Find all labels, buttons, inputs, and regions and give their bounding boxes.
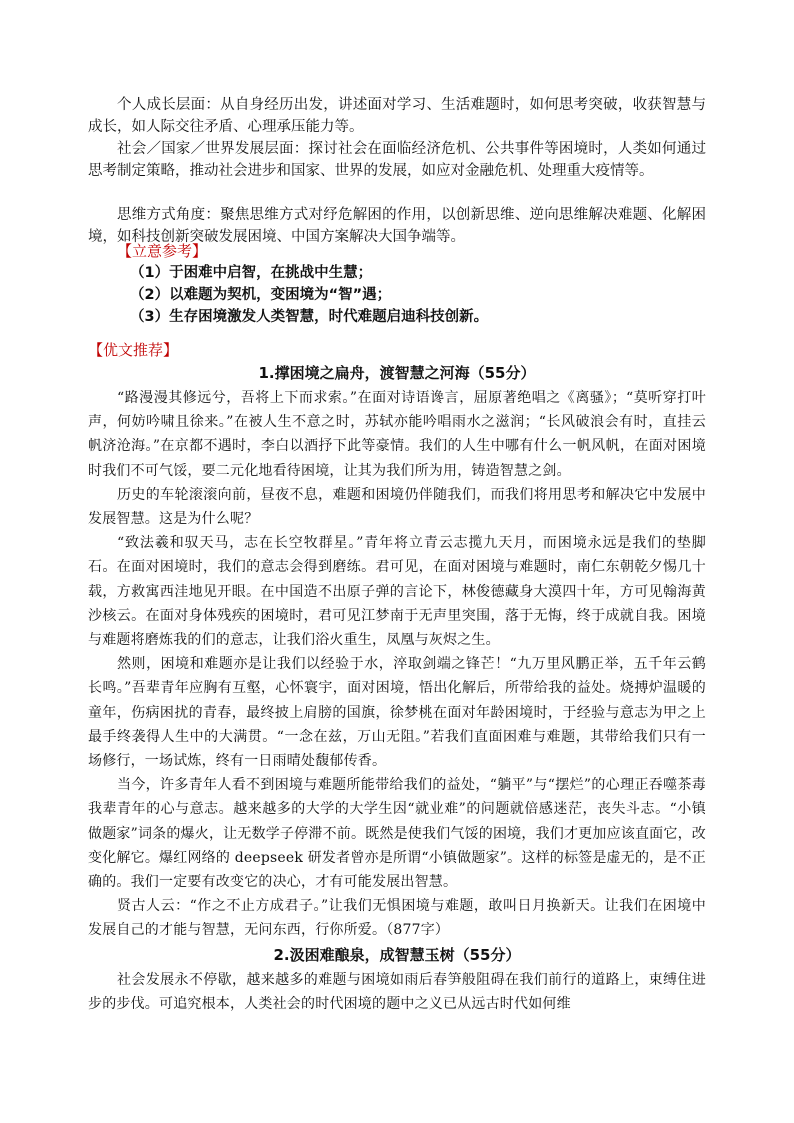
- reference-label: 【立意参考】: [117, 242, 208, 260]
- reference-item: （2）以难题为契机，变困境为“智”遇；: [130, 287, 392, 303]
- essay1-paragraph: 然则，困境和难题亦是让我们以经验于水，淬取剑端之锋芒！“九万里风鹏正举，五千年云鹤长鸣。”吾辈青年应胸有互壑，心怀寰宇，面对困境，悟出化解后，所带给我的益处。烧搏炉温暖的童年，伤病困扰的青春，最终披上肩膀的国旗，徐梦桃在面对年龄困境时，于经验与意志为甲之上最手终袭得人生中的大满贯。“一念在兹，万山无阻。”若我们直面困难与难题，其带给我们只有一场修行，一场试炼，终有一日雨晴处馥郁传香。: [88, 656, 706, 770]
- essay1-paragraph: 历史的车轮滚滚向前，昼夜不息，难题和困境仍伴随我们，而我们将用思考和解决它中发展中发展智慧。这是为什么呢？: [88, 486, 706, 528]
- intro-paragraph-thinking: 思维方式角度：聚焦思维方式对纾危解困的作用，以创新思维、逆向思维解决难题、化解困境，如科技创新突破发展困境、中国方案解决大国争端等。: [88, 207, 706, 245]
- recommend-label: 【优文推荐】: [88, 341, 179, 359]
- essay2-paragraph: 社会发展永不停歇，越来越多的难题与困境如雨后春笋般阻碍在我们前行的道路上，束缚住进步的步伐。可追究根本，人类社会的时代困境的题中之义已从远古时代如何维: [88, 972, 706, 1013]
- essay1-paragraph: “致法羲和驭天马，志在长空牧群星。”青年将立青云志揽九天月，而困境永远是我们的垫脚石。在面对困境时，我们的意志会得到磨练。君可见，在面对困境与难题时，南仁东朝乾夕惕几十载，方救寓西洼地见开眼。在中国造不出原子弹的言论下，林俊德藏身大漠四十年，方可见翰海黄沙核云。在面对身体残疾的困境时，君可见江梦南于无声里突围，落于无悔，终于成就自我。困境与难题将磨炼我的们的意志，让我们浴火重生，凤凰与灰烬之生。: [88, 535, 706, 649]
- essay1-paragraph: 当今，许多青年人看不到困境与难题所能带给我们的益处，“躺平”与“摆烂”的心理正吞噬茶毒我辈青年的心与意志。越来越多的大学的大学生因“就业难”的问题就倍感迷茫，丧失斗志。“小镇做题家”词条的爆火，让无数学子停滞不前。既然是使我们气馁的困境，我们才更加应该直面它，改变化解它。爆红网络的 deepseek 研发者曾亦是所谓“小镇做题家”。这样的标签是虚无的，是不正确的。我们一定要有改变它的决心，才有可能发展出智慧。: [88, 777, 706, 891]
- intro-paragraph-society: 社会／国家／世界发展层面：探讨社会在面临经济危机、公共事件等困境时，人类如何通过思考制定策略，推动社会进步和国家、世界的发展，如应对金融危机、处理重大疫情等。: [88, 141, 706, 179]
- essay1-paragraph: 贤古人云：“作之不止方成君子。”让我们无惧困境与难题，敢叫日月换新天。让我们在困境中发展自己的才能与智慧，无问东西，行你所爱。（877字）: [88, 898, 706, 939]
- essay1-title: 1.撑困境之扁舟，渡智慧之河海（55分）: [258, 364, 536, 382]
- reference-item: （1）于困难中启智，在挑战中生慧；: [130, 265, 373, 281]
- essay1-paragraph: “路漫漫其修远兮，吾将上下而求索。”在面对诗语谗言，屈原著绝唱之《离骚》；“莫听穿打叶声，何妨吟啸且徐来。”在被人生不意之时，苏轼亦能吟唱雨水之滋润；“长风破浪会有时，直挂云帆济沧海。”在京都不遇时，李白以酒抒下此等豪情。我们的人生中哪有什么一帆风帆，在面对困境时我们不可气馁，要二元化地看待困境，让其为我们所为用，铸造智慧之剑。: [88, 390, 706, 479]
- essay2-title: 2.汲困难酿泉，成智慧玉树（55分）: [273, 946, 521, 964]
- essay1-body: [88, 386, 706, 943]
- intro-paragraph-personal: 个人成长层面：从自身经历出发，讲述面对学习、生活难题时，如何思考突破，收获智慧与成长，如人际交往矛盾、心理承压能力等。: [88, 97, 706, 135]
- reference-list: [88, 262, 706, 328]
- reference-item: （3）生存困境激发人类智慧，时代难题启迪科技创新。: [130, 309, 489, 325]
- essay2-body: [88, 968, 706, 1016]
